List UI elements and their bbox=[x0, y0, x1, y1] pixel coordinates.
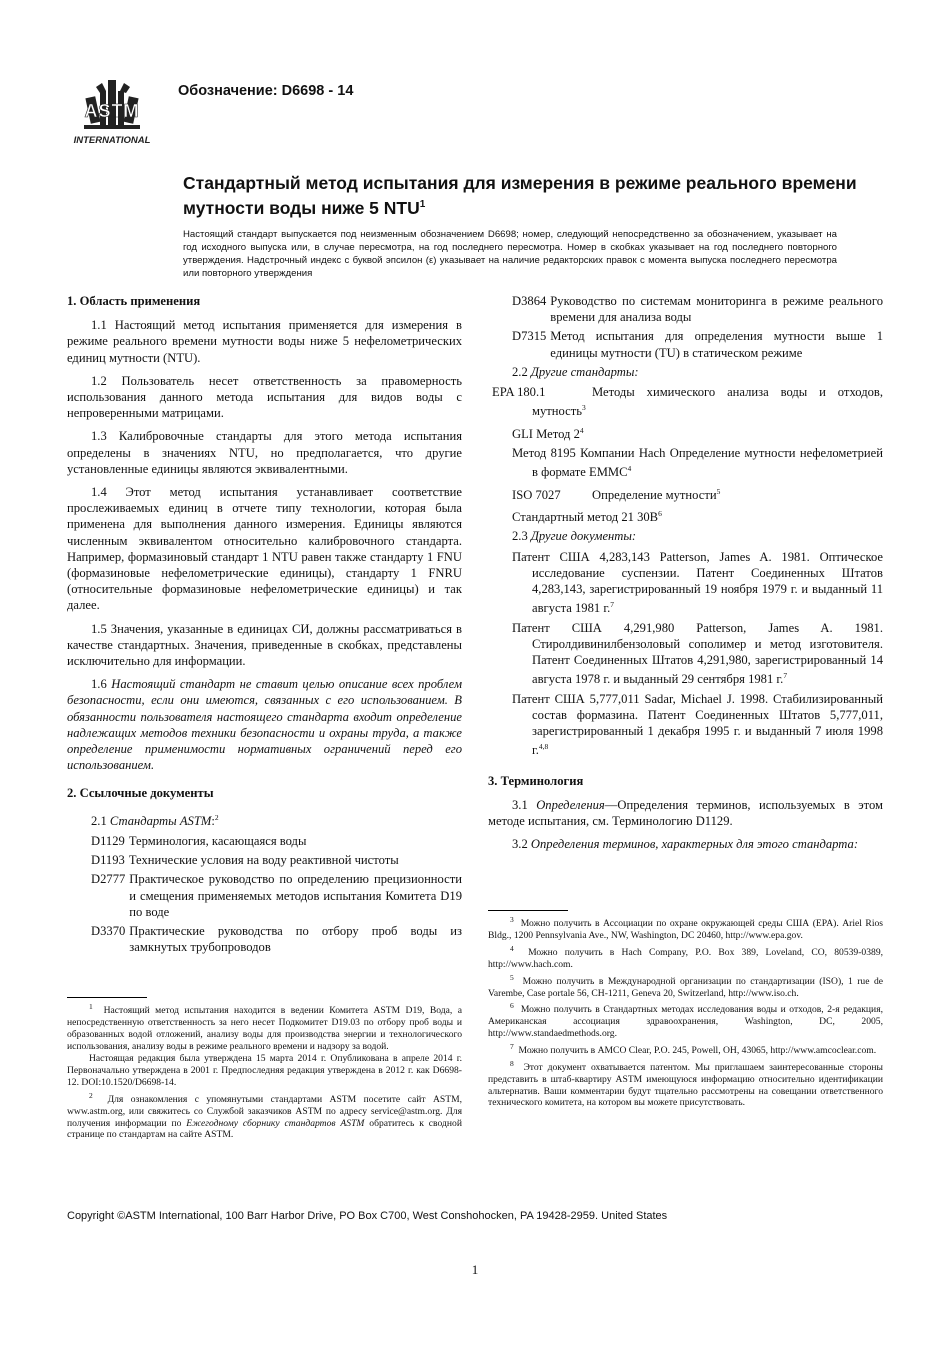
other-standard: Метод 8195 Компании Hach Определение мутности нефелометрией в формате EMMC$^4$ bbox=[512, 446, 883, 480]
para-1-3: 1.3 Калибровочные стандарты для этого метода испытания определены в значениях NTU, но предполагается, что другие установленные единицы являются эквивалентными. bbox=[67, 429, 462, 476]
copyright-line: Copyright ©ASTM International, 100 Barr Harbor Drive, PO Box C700, West Conshohocken, PA 19428-2959. United States bbox=[67, 1210, 668, 1222]
other-standard: EPA 180.1 Методы химического анализа воды и отходов, мутность$^3$ bbox=[492, 385, 883, 419]
footnote-2: $^2$ Для ознакомления с упомянутыми стандартами ASTM посетите сайт ASTM, www.astm.org, или свяжитесь со Службой заказчиков ASTM по адресу service@astm.org. Для получения информации по Ежегодному сборнику стандартов ASTM обратитесь к сводной странице по стандартам на сайте ASTM. bbox=[67, 1090, 463, 1141]
para-1-6: 1.6 Настоящий стандарт не ставит целью описание всех проблем безопасности, если они имеются, связанных с его использованием. В обязанности пользователя настоящего стандарта входит определение надлежащих методов техники безопасности и охраны труда, а также определение применимости нормативных ограничений перед его использованием. bbox=[67, 677, 462, 773]
logo-wordmark: ASTM bbox=[84, 101, 140, 121]
footnote-rule bbox=[488, 910, 568, 911]
footnote-6: $^6$ Можно получить в Стандартных методах исследования воды и отходов, 2-я редакция, Американская ассоциация здравоохранения, Washington, DC, 2005, http://www.standaedmethods.org. bbox=[488, 1001, 884, 1040]
other-standard: Стандартный метод 21 $30B^6$ bbox=[512, 508, 662, 525]
footnote-7: $^7$ Можно получить в AMCO Clear, P.O. 245, Powell, OH, 43065, http://www.amcoclear.com. bbox=[510, 1041, 877, 1057]
subsection-2-3: 2.3 Другие документы: bbox=[512, 529, 637, 544]
section-2-heading: 2. Ссылочные документы bbox=[67, 786, 214, 801]
standard-notice: Настоящий стандарт выпускается под неизменным обозначением D6698; номер, следующий непосредственно за обозначением, указывает на год исходного выпуска или, в случае пересмотра, на год последнего пересмотра. Номер в скобках указывает на год последнего повторного утверждения. Надстрочный индекс с буквой эпсилон (ε) указывает на наличие редакторских правок с момента выпуска последнего пересмотра или повторного утверждения bbox=[183, 229, 837, 279]
ref-item: D1193 Технические условия на воду реактивной чистоты bbox=[91, 853, 399, 868]
footnotes-right bbox=[488, 914, 883, 1110]
para-3-1: 3.1 Определения—Определения терминов, используемых в этом методе испытания, см. Терминологию D1129. bbox=[488, 797, 884, 828]
document-title: Стандартный метод испытания для измерения в режиме реального времени мутности воды ниже 5 NTU$^1$ bbox=[183, 173, 857, 218]
page-number: 1 bbox=[471, 1262, 479, 1277]
footnote-4: $^4$ Можно получить в Hach Company, P.O. Box 389, Loveland, CO, 80539-0389, http://www.hach.com. bbox=[488, 943, 884, 970]
patent-item: Патент США 4,291,980 Patterson, James A. 1981. Стиролдивинилбензоловый сополимер и метод изготовителя. Патент Соединенных Штатов 4,291,980, зарегистрированный 14 августа 1978 г. и выданный 29 сентября 1981 г.$^7$ bbox=[512, 620, 883, 687]
ref-item: D7315 Метод испытания для определения мутности выше 1 единицы мутности (TU) в статическом режиме bbox=[512, 329, 883, 360]
ref-item: D3370 Практические руководства по отбору проб воды из замкнутых трубопроводов bbox=[91, 924, 462, 955]
patent-item: Патент США 5,777,011 Sadar, Michael J. 1998. Стабилизированный состав формазина. Патент Соединенных Штатов 5,777,011, зарегистрированный 1 декабря 1995 г. и выданный 7 июля 1998 г.$^{4,8}$ bbox=[512, 691, 883, 758]
subsection-2-1: 2.1 Стандарты ASTM:$^2$ bbox=[91, 812, 219, 828]
other-standard: GLI Метод $2^4$ bbox=[512, 425, 584, 441]
section-3-heading: 3. Терминология bbox=[488, 773, 584, 788]
footnote-1-approval: Настоящая редакция была утверждена 15 марта 2014 г. Опубликована в апреле 2014 г. Первоначально утверждена в 2001 г. Предпоследняя редакция утверждена в 2012 г. как D6698-12. DOI:10.1520/D6698-14. bbox=[67, 1053, 462, 1088]
subsection-2-2: 2.2 Другие стандарты: bbox=[512, 364, 639, 379]
footnote-8: $^8$ Этот документ охватывается патентом. Мы приглашаем заинтересованные стороны представить в штаб-квартиру ASTM имеющуюся информацию относительно идентификации альтернатив. Ваши комментарии будут тщательно рассмотрены на совещании ответственного технического комитета, на котором вы можете присутствовать. bbox=[488, 1058, 883, 1109]
section-1-heading: 1. Область применения bbox=[67, 294, 201, 308]
footnote-5: $^5$ Можно получить в Международной организации по стандартизации (ISO), 1 rue de Varembe, Case portale 56, CH-1211, Geneva 20, Switzerland, http://www.iso.ch. bbox=[488, 972, 883, 999]
para-1-5: 1.5 Значения, указанные в единицах СИ, должны рассматриваться в качестве стандартных. Значения, приведенные в скобках, представлены исключительно для информации. bbox=[67, 621, 462, 669]
ref-item: D3864 Руководство по системам мониторинга в режиме реального времени для анализа воды bbox=[512, 294, 883, 325]
footnotes-left bbox=[67, 1001, 462, 1142]
ref-item: D1129 Терминология, касающаяся воды bbox=[91, 834, 307, 849]
other-standard: ISO 7027 Определение мутности$^5$ bbox=[512, 486, 721, 502]
para-3-2: 3.2 Определения терминов, характерных для этого стандарта: bbox=[512, 837, 859, 852]
ref-item: D2777 Практическое руководство по определению прецизионности и смещения применяемых методов испытания Комитета D19 по воде bbox=[91, 872, 462, 919]
patent-item: Патент США 4,283,143 Patterson, James A. 1981. Оптическое исследование суспензии. Патент Соединенных Штатов 4,283,143, зарегистрированный 19 ноября 1979 г. и выданный 11 августа 1981 г.$^7$ bbox=[512, 549, 883, 616]
para-1-4: 1.4 Этот метод испытания устанавливает соответствие прослеживаемых единиц в отчете типу технологии, которая была применена для выполнения данного измерения. Единицы являются численным эквивалентом относительно калибровочного стандарта. Например, формазиновый стандарт 1 NTU равен также стандарту 1 FNU (формазиновые нефелометрические единицы), стандарту 1 FNRU (относительные формазиновые нефелометрические единицы) и так далее. bbox=[67, 485, 462, 613]
para-1-2: 1.2 Пользователь несет ответственность за правомерность использования данного метода испытания для видов воды с непроверенными матрицами. bbox=[67, 373, 462, 421]
footnote-3: $^3$ Можно получить в Ассоциации по охране окружающей среды США (EPA). Ariel Rios Bldg., 1200 Pennsylvania Ave., NW, Washington, DC 20460, http://www.epa.gov. bbox=[488, 915, 884, 941]
left-column bbox=[67, 293, 462, 959]
astm-logo bbox=[66, 77, 158, 149]
designation: Обозначение: D6698 - 14 bbox=[178, 83, 354, 99]
footnote-1: $^1$ Настоящий метод испытания находится в ведении Комитета ASTM D19, Вода, а непосредственную ответственность за него несет Подкомитет D19.03 по отбору проб воды и образованных водой отложений, анализу воды для производства энергии и технологического использования, анализу воды в режиме реального времени и надзору за водой. bbox=[67, 1002, 462, 1052]
para-1-1: 1.1 Настоящий метод испытания применяется для измерения в режиме реального времени мутности воды ниже 5 нефелометрических единиц мутности (NTU). bbox=[67, 318, 462, 365]
right-column bbox=[488, 293, 883, 859]
logo-subtitle: INTERNATIONAL bbox=[73, 135, 151, 146]
footnote-rule bbox=[67, 997, 147, 998]
